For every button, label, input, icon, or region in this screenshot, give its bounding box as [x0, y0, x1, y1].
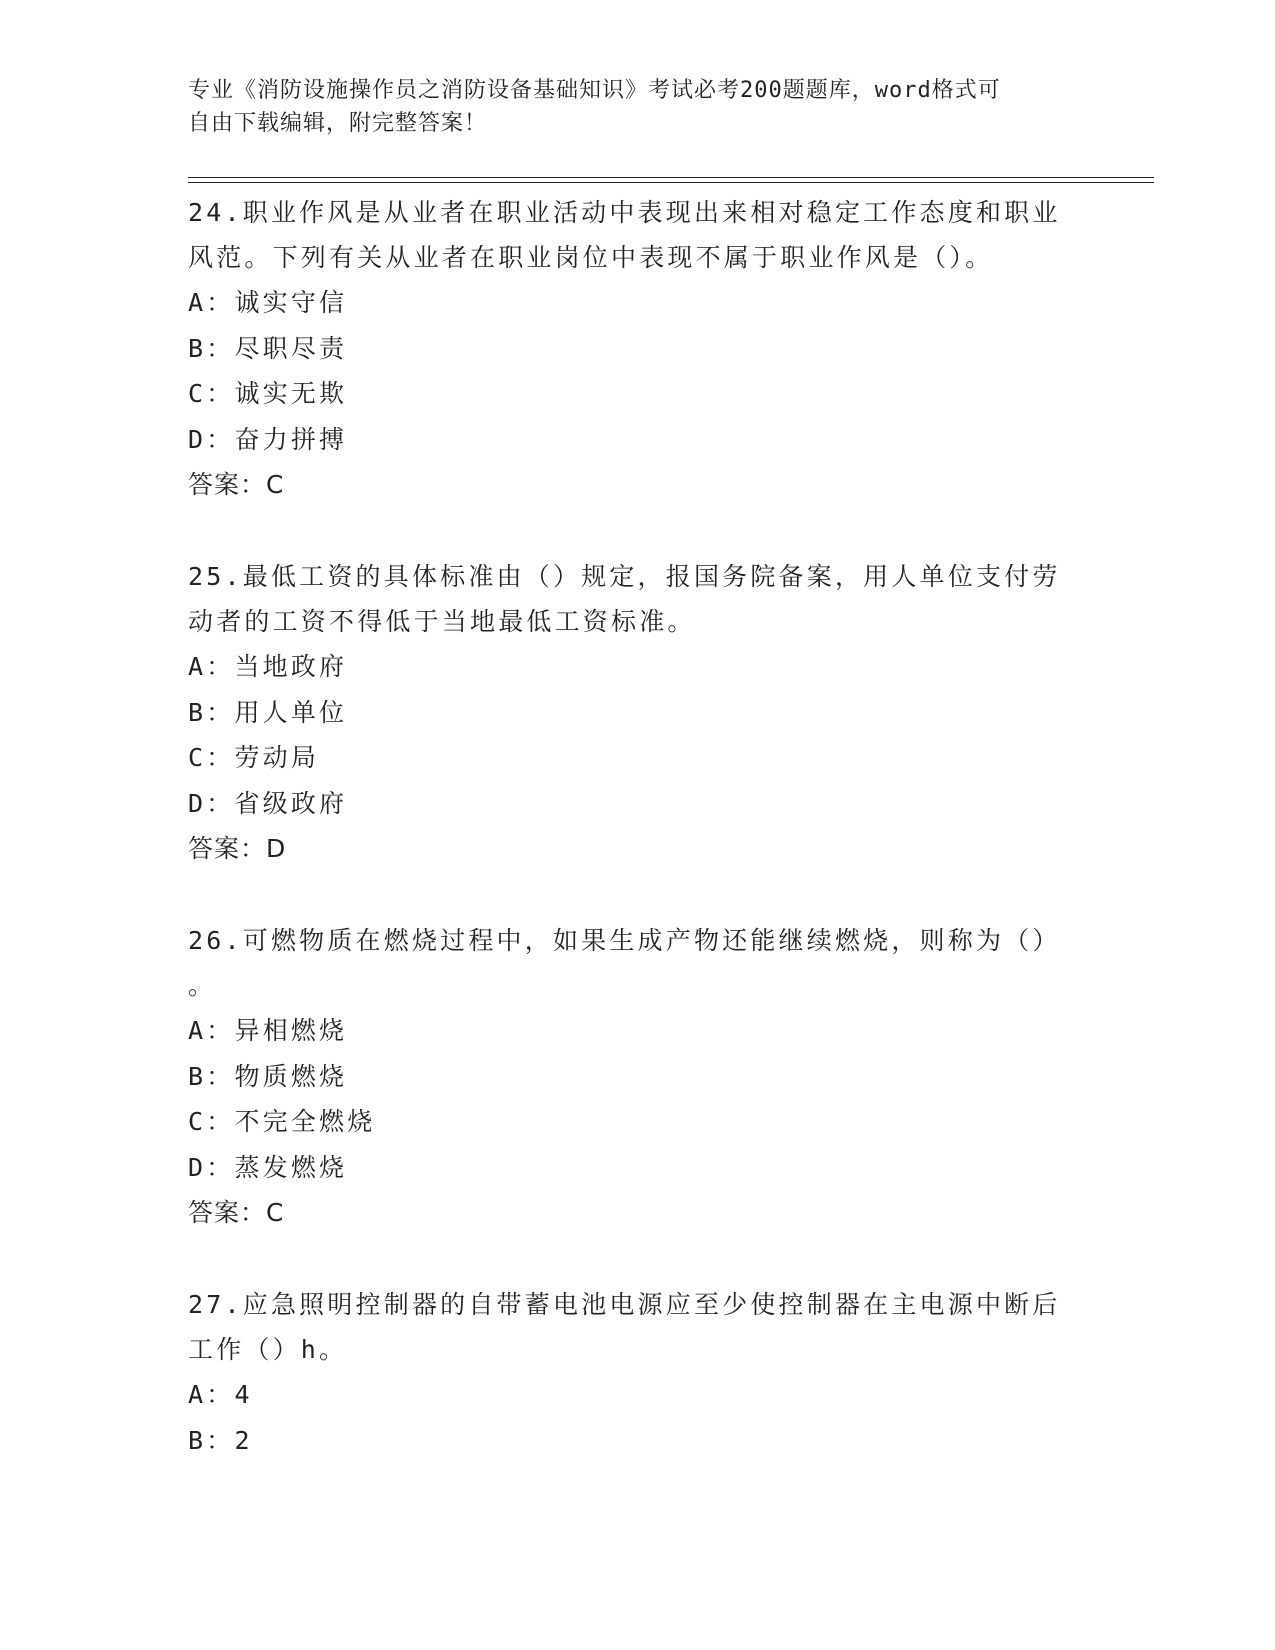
option-a: A：当地政府 [188, 652, 348, 681]
question-stem-line: 27.应急照明控制器的自带蓄电池电源应至少使控制器在主电源中断后 [188, 1290, 1061, 1319]
option-d: D：蒸发燃烧 [188, 1152, 348, 1182]
answer-line: 答案：C [188, 470, 285, 499]
option-c: C：不完全燃烧 [188, 1107, 376, 1136]
option-d: D：省级政府 [188, 788, 348, 818]
option-a: A：诚实守信 [188, 288, 348, 317]
question-stem-line: 26.可燃物质在燃烧过程中，如果生成产物还能继续燃烧，则称为（） [188, 926, 1061, 955]
question-stem-line: 24.职业作风是从业者在职业活动中表现出来相对稳定工作态度和职业 [188, 198, 1061, 227]
question-spacer [188, 871, 1088, 918]
header-line-2: 自由下载编辑，附完整答案！ [188, 111, 488, 136]
answer-line: 答案：C [188, 1198, 285, 1227]
question-spacer [188, 507, 1088, 554]
option-c: C：诚实无欺 [188, 379, 348, 408]
option-c: C：劳动局 [188, 743, 320, 772]
option-b: B：尽职尽责 [188, 333, 348, 363]
option-b: B：2 [188, 1425, 253, 1455]
option-a: A：异相燃烧 [188, 1016, 348, 1045]
question-stem-line: 25.最低工资的具体标准由（）规定，报国务院备案，用人单位支付劳 [188, 562, 1061, 591]
option-b: B：物质燃烧 [188, 1061, 348, 1091]
question-list [188, 190, 1088, 1463]
question-stem-line: 。 [188, 971, 217, 1000]
question-26 [188, 918, 1088, 1235]
option-a: A：4 [188, 1380, 253, 1409]
answer-line: 答案：D [188, 834, 287, 863]
question-stem-line: 工作（）h。 [188, 1335, 348, 1364]
question-25 [188, 554, 1088, 871]
question-27 [188, 1282, 1088, 1463]
question-spacer [188, 1235, 1088, 1282]
question-stem-line: 风范。下列有关从业者在职业岗位中表现不属于职业作风是（）。 [188, 243, 994, 272]
question-stem-line: 动者的工资不得低于当地最低工资标准。 [188, 607, 696, 636]
option-d: D：奋力拼搏 [188, 424, 348, 454]
document-header [188, 74, 1088, 140]
option-b: B：用人单位 [188, 697, 348, 727]
header-divider-bottom [188, 182, 1154, 183]
question-24 [188, 190, 1088, 507]
header-line-1: 专业《消防设施操作员之消防设备基础知识》考试必考200题题库，word格式可 [188, 78, 1001, 103]
header-divider-top [188, 177, 1154, 178]
